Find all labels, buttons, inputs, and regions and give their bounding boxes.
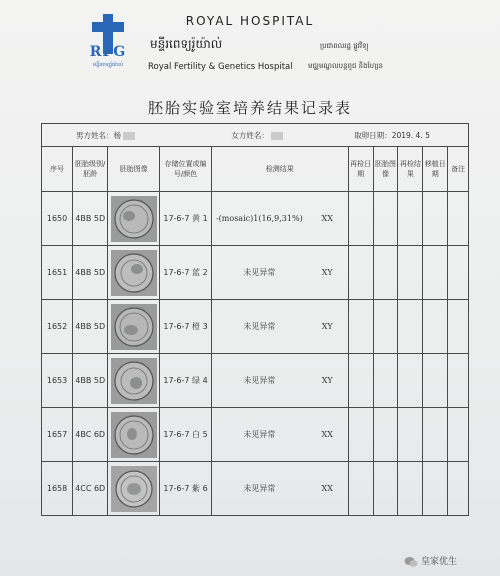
empty-cell <box>398 354 423 408</box>
embryo-record-table <box>41 123 469 516</box>
empty-cell <box>348 192 373 246</box>
row-result: 未见异常 <box>211 354 306 408</box>
empty-cell <box>423 354 448 408</box>
empty-cell <box>348 246 373 300</box>
row-sex: XY <box>307 354 348 408</box>
col-storage: 存储位置或编号/颜色 <box>160 147 212 192</box>
row-sex: XX <box>307 192 348 246</box>
row-storage: 17-6-7 紫 6 <box>160 462 212 516</box>
male-name-value: 杨 <box>113 130 121 140</box>
row-id: 1658 <box>42 462 73 516</box>
empty-cell <box>448 462 469 516</box>
logo-text: RFG <box>89 44 127 60</box>
row-id: 1651 <box>42 246 73 300</box>
row-storage: 17-6-7 蓝 2 <box>160 246 212 300</box>
empty-cell <box>448 300 469 354</box>
table-row <box>42 192 469 246</box>
row-result: 未见异常 <box>211 246 306 300</box>
empty-cell <box>398 462 423 516</box>
empty-cell <box>348 300 373 354</box>
empty-cell <box>373 408 398 462</box>
retrieval-date-cell <box>348 124 468 147</box>
row-id: 1652 <box>42 300 73 354</box>
empty-cell <box>373 300 398 354</box>
empty-cell <box>348 408 373 462</box>
watermark-text: 皇家优生 <box>421 557 458 567</box>
redacted-mark <box>123 132 135 140</box>
empty-cell <box>398 192 423 246</box>
row-result: 未见异常 <box>211 408 306 462</box>
row-grade: 4BB 5D <box>73 192 108 246</box>
row-id: 1657 <box>42 408 73 462</box>
col-recheck-result: 再检结果 <box>398 147 423 192</box>
empty-cell <box>448 408 469 462</box>
empty-cell <box>423 408 448 462</box>
embryo-image-cell <box>108 246 160 300</box>
table-row <box>42 300 469 354</box>
row-grade: 4BB 5D <box>73 246 108 300</box>
female-name-label: 女方姓名： <box>231 130 269 140</box>
embryo-photo <box>111 358 157 404</box>
female-name-cell <box>211 124 348 147</box>
empty-cell <box>448 354 469 408</box>
logo-subtext: មន្ទីរពេទ្យរ៉ូយ៉ាល់ <box>92 62 124 68</box>
empty-cell <box>398 408 423 462</box>
row-sex: XY <box>307 246 348 300</box>
col-seq: 序号 <box>42 147 73 192</box>
row-storage: 17-6-7 绿 4 <box>160 354 212 408</box>
embryo-image-cell <box>108 408 160 462</box>
col-result: 检测结果 <box>211 147 348 192</box>
empty-cell <box>448 192 469 246</box>
table-row <box>42 246 469 300</box>
row-result: -(mosaic)1(16,9,31%) <box>211 192 306 246</box>
empty-cell <box>423 300 448 354</box>
empty-cell <box>423 246 448 300</box>
embryo-photo <box>111 196 157 242</box>
empty-cell <box>373 192 398 246</box>
male-name-label: 男方姓名： <box>76 130 114 140</box>
empty-cell <box>448 246 469 300</box>
hospital-name-km: មន្ទីរពេទ្យរ៉ូយ៉ាល់ <box>150 37 223 51</box>
watermark <box>404 554 457 568</box>
hospital-full-name-km: មជ្ឈមណ្ឌលបន្តពូជ និងហ្សែន <box>308 62 383 70</box>
retrieval-date-value: 2019. 4. 5 <box>391 130 430 140</box>
embryo-photo <box>111 466 157 512</box>
embryo-image-cell <box>108 300 160 354</box>
row-id: 1650 <box>42 192 73 246</box>
redacted-mark <box>271 132 283 140</box>
patient-info-row <box>42 124 469 147</box>
embryo-image-cell <box>108 354 160 408</box>
row-storage: 17-6-7 黄 1 <box>160 192 212 246</box>
row-grade: 4BB 5D <box>73 300 108 354</box>
empty-cell <box>348 354 373 408</box>
col-grade: 胚胎级别/胚龄 <box>73 147 108 192</box>
col-embryo-image: 胚胎图像 <box>373 147 398 192</box>
row-storage: 17-6-7 白 5 <box>160 408 212 462</box>
empty-cell <box>373 246 398 300</box>
table-row <box>42 462 469 516</box>
table-row <box>42 354 469 408</box>
row-id: 1653 <box>42 354 73 408</box>
row-sex: XX <box>307 408 348 462</box>
row-storage: 17-6-7 橙 3 <box>160 300 212 354</box>
empty-cell <box>423 192 448 246</box>
hospital-name-km-small: ប្រជាពលរដ្ឋ ផ្លូវវិទ្យុ <box>320 42 369 50</box>
empty-cell <box>348 462 373 516</box>
row-sex: XY <box>307 300 348 354</box>
col-image: 胚胎图像 <box>108 147 160 192</box>
embryo-photo <box>111 304 157 350</box>
row-grade: 4BB 5D <box>73 354 108 408</box>
retrieval-date-label: 取卵日期： <box>354 130 392 140</box>
embryo-photo <box>111 412 157 458</box>
row-sex: XX <box>307 462 348 516</box>
row-grade: 4BC 6D <box>73 408 108 462</box>
table-row <box>42 408 469 462</box>
col-note: 备注 <box>448 147 469 192</box>
hospital-name-en: ROYAL HOSPITAL <box>185 14 315 28</box>
col-transfer-date: 移植日期 <box>423 147 448 192</box>
male-name-cell <box>42 124 212 147</box>
header-row <box>42 147 469 192</box>
empty-cell <box>398 246 423 300</box>
row-grade: 4CC 6D <box>73 462 108 516</box>
empty-cell <box>423 462 448 516</box>
hospital-full-name: Royal Fertility & Genetics Hospital <box>148 62 293 72</box>
embryo-photo <box>111 250 157 296</box>
page-title: 胚胎实验室培养结果记录表 <box>147 99 352 117</box>
empty-cell <box>373 354 398 408</box>
empty-cell <box>398 300 423 354</box>
row-result: 未见异常 <box>211 462 306 516</box>
row-result: 未见异常 <box>211 300 306 354</box>
empty-cell <box>373 462 398 516</box>
embryo-image-cell <box>108 192 160 246</box>
embryo-image-cell <box>108 462 160 516</box>
col-recheck-date: 再检日期 <box>348 147 373 192</box>
wechat-icon <box>404 556 418 568</box>
